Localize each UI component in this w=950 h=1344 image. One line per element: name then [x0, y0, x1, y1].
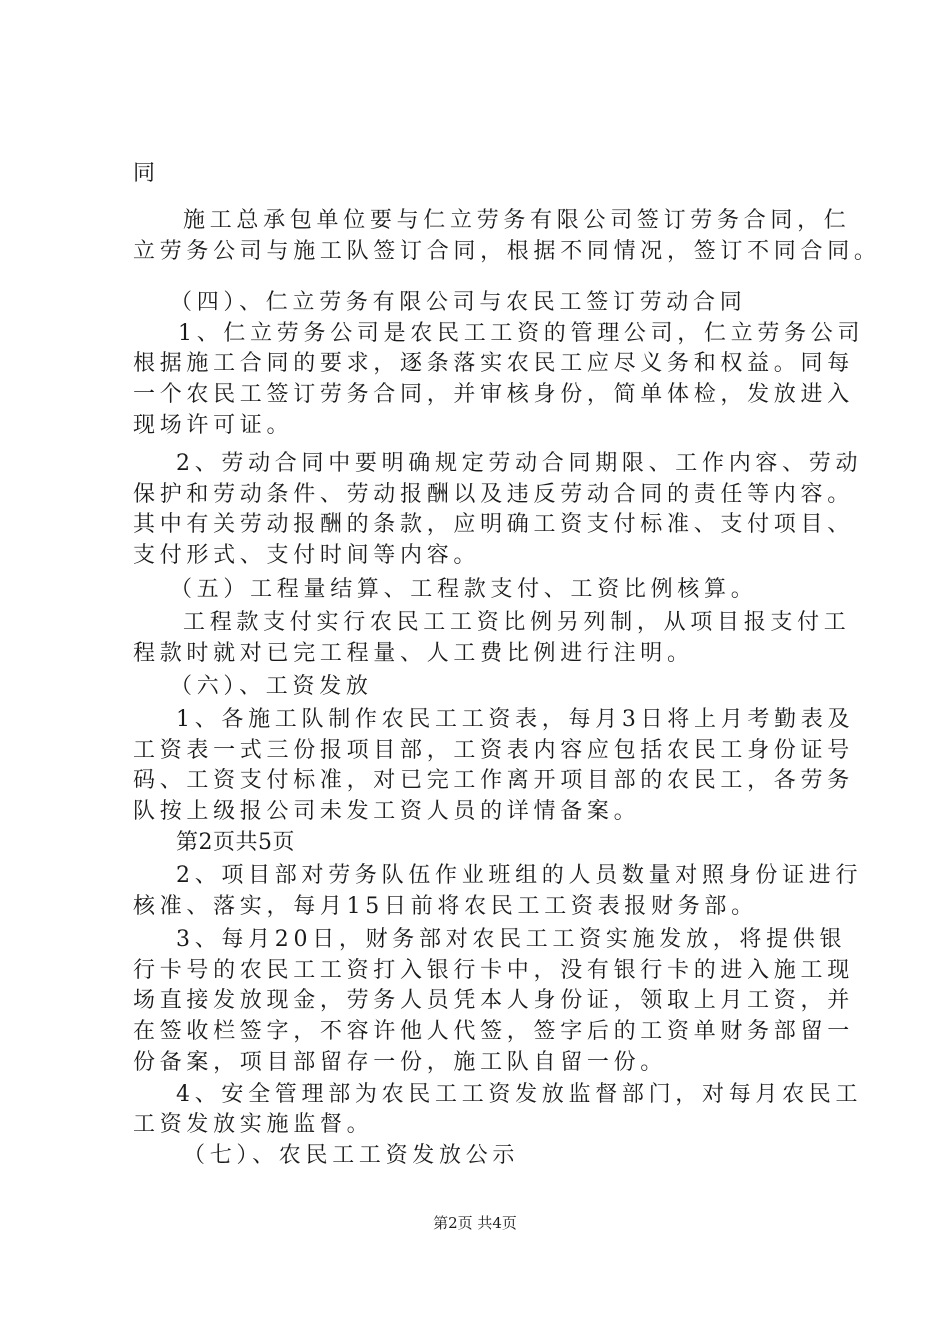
text-line: 施工总承包单位要与仁立劳务有限公司签订劳务合同，仁	[183, 208, 851, 233]
text-line: 根据施工合同的要求，逐条落实农民工应尽义务和权益。同每	[133, 351, 854, 376]
text-line: 现场许可证。	[133, 413, 294, 438]
text-line: 同	[133, 161, 160, 186]
text-line: 场直接发放现金，劳务人员凭本人身份证，领取上月工资，并	[133, 988, 854, 1013]
text-line: 3、每月20日，财务部对农民工工资实施发放，将提供银	[176, 927, 847, 952]
text-line: 程款时就对已完工程量、人工费比例进行注明。	[133, 641, 694, 666]
text-line: 保护和劳动条件、劳动报酬以及违反劳动合同的责任等内容。	[133, 482, 854, 507]
text-line: 2、项目部对劳务队伍作业班组的人员数量对照身份证进行	[176, 863, 863, 888]
text-line: 码、工资支付标准，对已完工作离开项目部的农民工，各劳务	[133, 768, 854, 793]
text-line: 一个农民工签订劳务合同，并审核身份，简单体检，发放进入	[133, 382, 854, 407]
text-line: 立劳务公司与施工队签订合同，根据不同情况，签订不同合同。	[133, 239, 881, 264]
text-line: 工资发放实施监督。	[133, 1112, 374, 1137]
text-line: 核准、落实，每月15日前将农民工工资表报财务部。	[133, 894, 758, 919]
text-line: 1、仁立劳务公司是农民工工资的管理公司，仁立劳务公司	[178, 321, 865, 346]
section-heading: （五）工程量结算、工程款支付、工资比例核算。	[170, 577, 758, 602]
text-line: 在签收栏签字，不容许他人代签，签字后的工资单财务部留一	[133, 1019, 854, 1044]
section-heading: （六）、工资发放	[170, 674, 373, 699]
text-line: 队按上级报公司未发工资人员的详情备案。	[133, 799, 641, 824]
text-line: 行卡号的农民工工资打入银行卡中，没有银行卡的进入施工现	[133, 958, 854, 983]
page-footer: 第2页 共4页	[433, 1214, 517, 1232]
text-line: 1、各施工队制作农民工工资表，每月3日将上月考勤表及	[176, 707, 855, 732]
text-line: 工资表一式三份报项目部，工资表内容应包括农民工身份证号	[133, 738, 854, 763]
section-heading: （七）、农民工工资发放公示	[183, 1143, 520, 1168]
text-line: 支付形式、支付时间等内容。	[133, 543, 481, 568]
text-line: 份备案，项目部留存一份，施工队自留一份。	[133, 1050, 668, 1075]
inline-page-marker: 第2页共5页	[176, 830, 295, 855]
text-line: 工程款支付实行农民工工资比例另列制，从项目报支付工	[183, 610, 851, 635]
section-heading: （四）、仁立劳务有限公司与农民工签订劳动合同	[170, 290, 747, 315]
text-line: 4、安全管理部为农民工工资发放监督部门，对每月农民工	[176, 1082, 863, 1107]
text-line: 2、劳动合同中要明确规定劳动合同期限、工作内容、劳动	[176, 451, 863, 476]
text-line: 其中有关劳动报酬的条款，应明确工资支付标准、支付项目、	[133, 512, 854, 537]
